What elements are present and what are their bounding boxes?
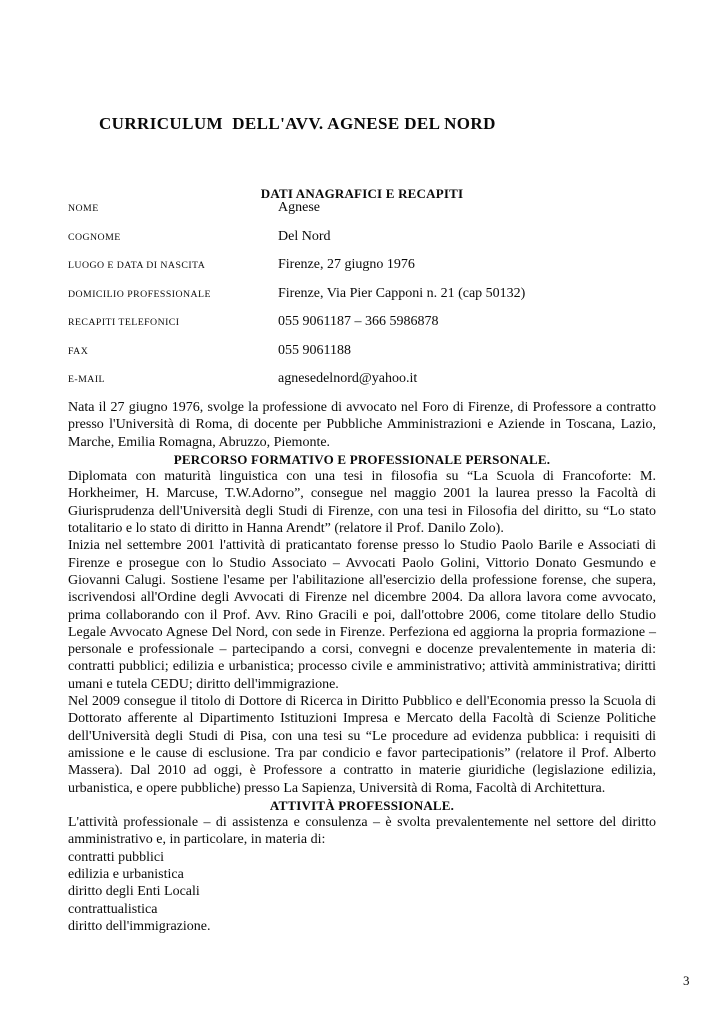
field-label: FAX — [68, 345, 89, 357]
field-label: RECAPITI TELEFONICI — [68, 317, 180, 329]
section-heading-dati-anagrafici: DATI ANAGRAFICI E RECAPITI — [260, 186, 464, 201]
field-value: agnesedelnord@yahoo.it — [278, 371, 418, 387]
page-title: CURRICULUM DELL'AVV. AGNESE DEL NORD — [99, 114, 496, 133]
field-value: Del Nord — [278, 228, 331, 244]
field-value: Firenze, Via Pier Capponi n. 21 (cap 50132) — [278, 285, 526, 301]
field-row-domicilio — [68, 279, 656, 308]
paragraph-percorso-3: Nel 2009 consegue il titolo di Dottore di Ricerca in Diritto Pubblico e dell'Economia presso la Scuola di Dottorato afferente al Dipartimento Istituzioni Impresa e Mercato della Facoltà di Scienze Politiche dell'Università degli Studi di Pisa, con una tesi su “Le procedure ad evidenza pubblica: i requisiti di amissione e le cause di esclusione. Tra par condicio e favor partecipationis” (relatore il Prof. Alberto Massera). Dal 2010 ad oggi, è Professore a contratto in materie giuridiche (legislazione edilizia, urbanistica, e opere pubbliche) presso La Sapienza, Università di Roma, Facoltà di Architettura. — [68, 694, 656, 796]
field-label: DOMICILIO PROFESSIONALE — [68, 288, 211, 300]
list-item-enti-locali: diritto degli Enti Locali — [68, 884, 200, 900]
list-item-contrattualistica: contrattualistica — [68, 901, 158, 917]
field-row-cognome — [68, 222, 656, 251]
section-heading-percorso-formativo: PERCORSO FORMATIVO E PROFESSIONALE PERSONALE. — [173, 451, 551, 467]
list-item-contratti-pubblici: contratti pubblici — [68, 849, 165, 865]
field-label: LUOGO E DATA DI NASCITA — [68, 260, 206, 272]
field-label: COGNOME — [68, 231, 121, 243]
paragraph-attivita-intro: L'attività professionale – di assistenza e consulenza – è svolta prevalentemente nel settore del diritto amministrativo e, in particolare, in materia di: — [68, 815, 656, 848]
field-row-recapiti-telefonici — [68, 307, 656, 336]
anagrafici-fields — [68, 193, 656, 393]
section-heading-attivita-professionale: ATTIVITÀ PROFESSIONALE. — [269, 797, 455, 813]
field-value: 055 9061187 – 366 5986878 — [278, 314, 439, 330]
document-body — [68, 399, 656, 935]
field-row-nome — [68, 193, 656, 222]
field-value: Agnese — [278, 200, 320, 215]
paragraph-percorso-2: Inizia nel settembre 2001 l'attività di praticantato forense presso lo Studio Paolo Barile e Associati di Firenze e prosegue con lo Studio Associato – Avvocati Paolo Golini, Vittorio Donato Gesmundo e Giovanni Calugi. Sostiene l'esame per l'abilitazione all'esercizio della professione forense, che supera, iscrivendosi all'Ordine degli Avvocati di Firenze nel dicembre 2004. Da allora lavora come avvocato, prima collaborando con il Prof. Avv. Rino Gracili e poi, dall'ottobre 2006, come titolare dello Studio Legale Avvocato Agnese Del Nord, con sede in Firenze. Perfeziona ed aggiorna la propria formazione – personale e professionale – partecipando a corsi, convegni e docenze prevalentemente in materia di: contratti pubblici; edilizia e urbanistica; processo civile e amministrativo; attività amministrativa; diritti umani e tutela CEDU; diritto dell'immigrazione. — [68, 538, 656, 692]
paragraph-percorso-1: Diplomata con maturità linguistica con una tesi in filosofia su “La Scuola di Francoforte: M. Horkheimer, H. Marcuse, T.W.Adorno”, consegue nel maggio 2001 la laurea presso la Facoltà di Giurisprudenza dell'Università degli Studi di Firenze, con una tesi in Filosofia del diritto, su “Lo stato totalitario e lo stato di diritto in Hanna Arendt” (relatore il Prof. Danilo Zolo). — [68, 469, 656, 537]
field-row-luogo-data-nascita — [68, 250, 656, 279]
field-value: Firenze, 27 giugno 1976 — [278, 257, 415, 273]
list-item-immigrazione: diritto dell'immigrazione. — [68, 918, 211, 934]
field-row-fax — [68, 336, 656, 365]
field-value: 055 9061188 — [278, 342, 351, 358]
list-item-edilizia-urbanistica: edilizia e urbanistica — [68, 867, 184, 883]
page-number: 3 — [683, 973, 690, 988]
field-label: E-MAIL — [68, 374, 105, 386]
field-row-email — [68, 364, 656, 393]
paragraph-intro: Nata il 27 giugno 1976, svolge la professione di avvocato nel Foro di Firenze, di Professore a contratto presso l'Università di Roma, di docente per Pubbliche Amministrazioni e Aziende in Toscana, Lazio, Marche, Emilia Romagna, Abruzzo, Piemonte. — [68, 400, 656, 450]
field-label: NOME — [68, 203, 99, 214]
